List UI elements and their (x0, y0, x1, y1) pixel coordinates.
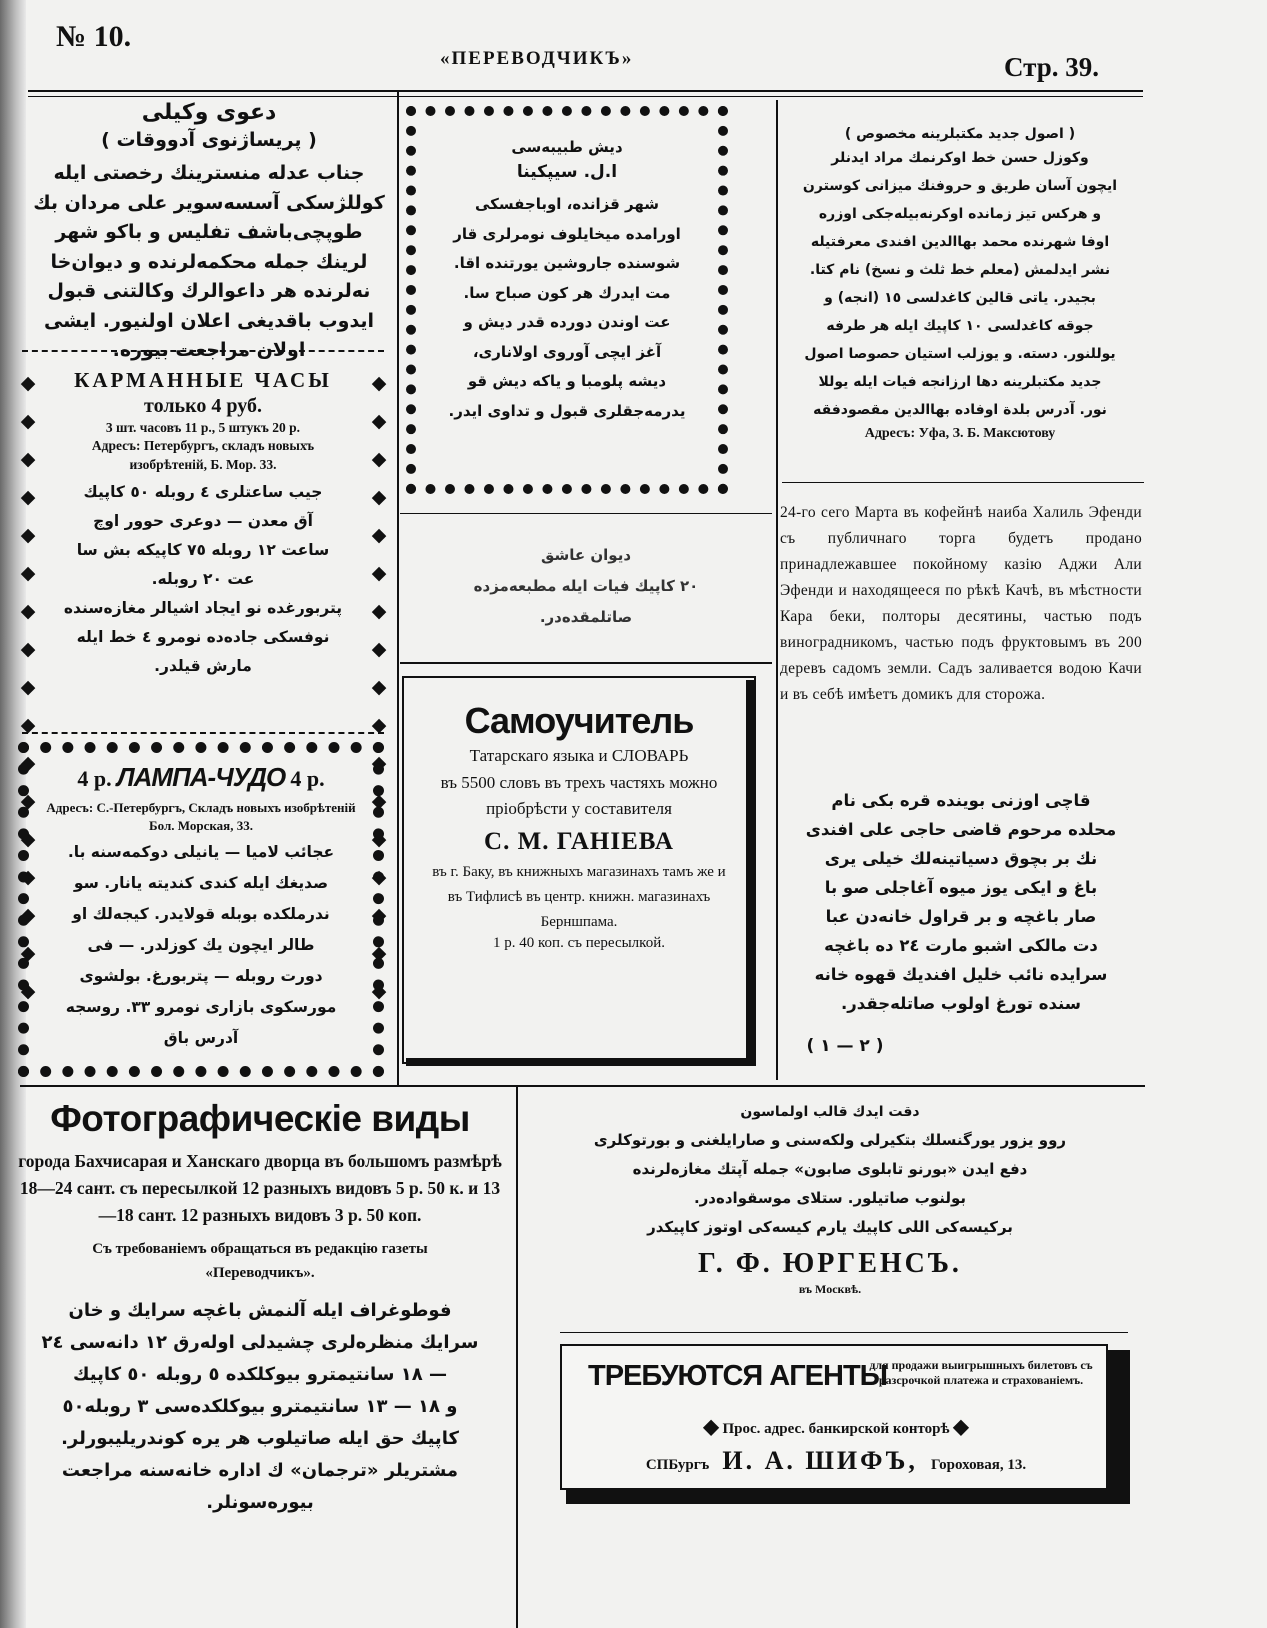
agents-ad (560, 1344, 1108, 1490)
auction-line: دت مالكى اشبو مارت ٢٤ ده باغچه (824, 936, 1098, 955)
usul-address: Адресъ: Уфа, З. Б. Максютову (864, 426, 1056, 441)
watches-line: پتربورغده نو ايجاد اشيالر مغازه‌سنده (63, 599, 343, 617)
auction-line: سنده تورغ اولوب صاتله‌جقدر. (841, 994, 1081, 1013)
photo-note: Съ требованіемъ обращаться въ редакцію газеты «Переводчикъ». (92, 1241, 428, 1281)
samouchitel-line4: 1 р. 40 коп. съ пересылкой. (493, 935, 665, 951)
column-rule-1 (397, 92, 399, 1087)
samouchitel-line1: Татарскаго языка и СЛОВАРЬ (469, 746, 689, 765)
section-rule (20, 1085, 1145, 1087)
watches-line: مارش قيلدر. (154, 657, 252, 675)
usul-line: نشر ايدلمش (معلم خط ثلث و نسخ) نام كتا. (809, 262, 1111, 278)
lawyer-ad (26, 100, 392, 366)
photo-line: بيوره‌سونلر. (206, 1492, 314, 1513)
dentist-line: مت ايدرك هر كون صباح سا. (463, 283, 671, 302)
agents-street: Гороховая, 13. (930, 1457, 1027, 1473)
dentist-name: ا.ل. سيپكينا (516, 162, 618, 182)
agents-name: И. А. ШИФЪ, (722, 1446, 918, 1475)
jurgens-line: بركيسه‌كى اللى كاپيك يارم كيسه‌كى اوتوز كاپيكدر (647, 1218, 1013, 1236)
watches-bulk: 3 шт. часовъ 11 р., 5 штукъ 20 р. (105, 420, 301, 435)
agents-contact (562, 1446, 1110, 1476)
lawyer-line: جناب عدله منسترينك رخصتى ايله (53, 162, 365, 184)
lamp-title: ЛАМПА-ЧУДО (116, 762, 286, 792)
lamp-line: آدرس باق (163, 1029, 239, 1047)
photo-title: Фотографическіе виды (50, 1098, 470, 1139)
lawyer-line: ايدوب باقديغى اعلان اولنيور. ايشى (43, 309, 375, 332)
usul-line: اوفا شهرنده محمد بهاالدين افندى معرفتيله (810, 234, 1110, 250)
jurgens-line: دفع ايدن «بورنو تابلوى صابون» جمله آپتك مغازه‌لرنده (632, 1160, 1028, 1178)
usul-line: جديد مكتبلرينه دها ارزانجه فيات ايله يوللا (818, 374, 1102, 390)
small-ad-line: ديوان عاشق (540, 546, 632, 564)
samouchitel-line3: въ г. Баку, въ книжныхъ магазинахъ тамъ же и въ Тифлисѣ въ центр. книжн. магазинахъ Берншпама. (432, 864, 726, 930)
lamp-line: مورسكوى بازارى نومرو ٣٣. روسجه (65, 998, 337, 1016)
agents-line (562, 1414, 1110, 1439)
jurgens-body (530, 1126, 1130, 1242)
header-rule (28, 90, 1143, 92)
lamp-headline (40, 762, 362, 793)
dentist-rule (400, 513, 772, 514)
agents-shadow (566, 1490, 1130, 1504)
samouchitel-line2: въ 5500 словъ въ трехъ частяхъ можно пріобрѣсти у составителя (440, 773, 718, 818)
lamp-body (40, 837, 362, 1054)
watches-body (22, 474, 384, 681)
lawyer-body (26, 159, 392, 366)
usul-line: نور. آدرس بلدة اوفاده بهاالدين مقصودفقه (813, 402, 1107, 418)
photo-line: و ١٨ — ١٣ سانتيمترو بيوكلكده‌سى ٣ روبله‌٥٠ (62, 1396, 458, 1417)
agents-line-text: Прос. адрес. банкирской конторѣ (722, 1421, 950, 1437)
dentist-line: شهر قزانده، اوباجفسكى (474, 195, 660, 213)
lawyer-title: دعوى وكيلى (141, 100, 277, 125)
dentist-line: يدرمه‌جقلرى قبول و تداوى ايدر. (448, 401, 686, 420)
diamond-icon: ◆ (953, 1416, 969, 1438)
jurgens-top-line: دقت ايدك قالب اولماسون (740, 1104, 920, 1120)
jurgens-line: بولنوب صاتيلور. ستلاى موسقواده‌در. (693, 1189, 967, 1207)
column-rule-2 (776, 100, 778, 1080)
dentist-body (428, 190, 706, 426)
auction-line: نك بر بچوق دسياتينه‌لك خيلى يرى (824, 849, 1098, 868)
usul-line: جوقه كاغدلسى ١٠ كاپيك ايله هر طرفه (826, 318, 1094, 334)
usul-line: و هركس تيز زمانده اوكرنه‌بيله‌جكى اوزره (818, 206, 1102, 222)
watches-line: آق معدن — دوعرى حوور اوچ (93, 512, 313, 530)
photo-line: — ١٨ سانتيمترو بيوكلكده ٥ روبله ٥٠ كاپيك (73, 1364, 447, 1385)
diamond-border-icon: ◆◆◆◆◆◆◆◆◆◆◆◆◆◆◆◆◆ (17, 372, 39, 1018)
photo-line: كاپيك حق ايله صاتيلوب هر يره كوندريليبورلر. (61, 1428, 459, 1449)
photo-ad (12, 1098, 508, 1519)
dentist-line: اورامده ميخايلوف نومرلرى قار (453, 224, 681, 243)
usul-line: يوللنور. دسته. و يوزلب استيان حصوصا اصول (804, 346, 1116, 362)
usul-line: ايچون آسان طريق و حروفنك ميزانى كوسترن (802, 178, 1118, 194)
small-ad-line: صاتلمقده‌در. (539, 608, 633, 626)
lawyer-line: نه‌لرنده هر داعوالرك وكالتنى قبول (47, 280, 371, 302)
lamp-line: صديغك ايله كندى كنديته يانار. سو (73, 874, 329, 892)
header-rule-thin (28, 96, 1143, 97)
auction-number: ( ٢ — ١ ) (806, 1036, 884, 1056)
watches-line: جيب ساعتلرى ٤ روبله ٥٠ كاپيك (83, 483, 323, 501)
auction-line: محلده مرحوم قاضى حاجى على افندى (805, 820, 1117, 839)
dentist-line: عت اوندن دورده قدر ديش و (463, 313, 671, 331)
lamp-address: Адресъ: С.-Петербургъ, Складъ новыхъ изобрѣтеній Бол. Морская, 33. (46, 800, 356, 833)
small-ad (410, 540, 762, 633)
dentist-ad (428, 138, 706, 426)
auction-text: 24-го сего Марта въ кофейнѣ наиба Халиль Эфенди съ публичнаго торга будетъ продано принадлежавшее покойному казію Аджи Али Эфенди и находящееся по рѣкѣ Качѣ, въ мѣстности Кара беки, полторы десятины, частью подъ виноградникомъ, частью подъ фруктовымъ въ 200 деревъ садомъ земли. Садъ заливается водою Качи и въ себѣ имѣетъ домикъ для сторожа. (780, 504, 1142, 703)
small-ad-rule (400, 662, 772, 664)
watches-price: только 4 руб. (144, 395, 262, 417)
usul-title: ( اصول جديد مكتبلرينه مخصوص ) (844, 126, 1076, 142)
dentist-title: ديش طبيبه‌سى (511, 138, 623, 156)
jurgens-rule (560, 1332, 1128, 1333)
lamp-ad (40, 762, 362, 1054)
usul-rule (782, 482, 1144, 483)
diamond-border-icon: ◆◆◆◆◆◆◆◆◆◆◆◆◆◆◆◆◆ (368, 372, 390, 1018)
lawyer-line: لرينك جمله محكمه‌لرنده و ديوان‌خا (50, 250, 368, 273)
issue-number: № 10. (56, 20, 132, 53)
diamond-icon: ◆ (703, 1416, 719, 1438)
watches-line: عت ٢٠ روبله. (151, 570, 255, 588)
jurgens-ad (530, 1104, 1130, 1297)
watches-line: نوفسكى جاده‌ده نومرو ٤ خط ايله (76, 628, 330, 646)
usul-line: بجيدر. ياتى قالين كاغدلسى ١٥ (انجه) و (824, 290, 1096, 306)
photo-text: города Бахчисарая и Ханскаго дворца въ большомъ размѣрѣ 18—24 сант. съ пересылкой 12 разныхъ видовъ 5 р. 50 к. и 13—18 сант. 12 разныхъ видовъ 3 р. 50 коп. (18, 1151, 502, 1225)
lawyer-subtitle: ( پريساژنوى آدووقات ) (101, 129, 317, 151)
photo-line: مشتريلر «ترجمان» ك اداره خانه‌سنه مراجعت (61, 1460, 459, 1481)
lamp-line: ندرملكده بوبله قولايدر. كيجه‌لك او (72, 905, 330, 923)
lawyer-line: كوللژسكى آسسه‌سوير على مردان بك (33, 191, 385, 214)
photo-line: سرايك منظره‌لرى چشيدلى اوله‌رق ١٢ دانه‌سى ٢٤ (41, 1332, 479, 1353)
lamp-line: طالر ايچون يك كوزلدر. — فى (87, 936, 315, 954)
auction-line: صار باغچه و بر قراول خانه‌دن عبا (825, 907, 1097, 926)
agents-title: ТРЕБУЮТСЯ АГЕНТЫ (588, 1360, 888, 1392)
lamp-line: دورت روبله — پتربورغ. بولشوى (79, 967, 323, 985)
dentist-line: شوسنده جاروشين يورتنده اقا. (453, 254, 681, 272)
samouchitel-author: С. М. ГАНІЕВА (484, 828, 674, 855)
auction-line: باغ و ايكى يوز ميوه آغاجلى صو با (824, 878, 1098, 897)
dentist-line: آغز ايچى آوروى اولانارى، (472, 342, 662, 361)
auction-body (780, 786, 1142, 1018)
lawyer-line: طوپچى‌باشف تفليس و باكو شهر (55, 221, 363, 243)
lamp-price-right: 4 р. (290, 766, 325, 791)
watches-address: Адресъ: Петербургъ, складъ новыхъ изобрѣтеній, Б. Мор. 33. (91, 438, 315, 472)
agents-shadow (1108, 1350, 1130, 1500)
usul-ad (784, 126, 1136, 442)
jurgens-city: въ Москвѣ. (798, 1282, 862, 1296)
newspaper-title: «ПЕРЕВОДЧИКЪ» (440, 48, 634, 69)
small-ad-line: ٢٠ كاپيك فيات ايله مطبعه‌مزده (473, 577, 699, 595)
agents-city: СПБургъ (645, 1457, 710, 1473)
auction-line: قاچى اوزنى بوينده قره بكى نام (831, 791, 1091, 810)
jurgens-name: Г. Ф. ЮРГЕНСЪ. (698, 1248, 962, 1279)
lamp-line: عجائب لاميا — يانيلى دوكمه‌سنه با. (67, 843, 335, 861)
dentist-line: ديشه پلومبا و ياكه ديش قو (467, 372, 667, 390)
page-number: Стр. 39. (1004, 52, 1100, 82)
jurgens-line: روو يزور يورگنسلك بتكيرلى ولكه‌سنى و صارايلغنى و بورتوكلرى (593, 1131, 1067, 1149)
usul-line: وكوزل حسن خط اوكرنمك مراد ايدنلر (831, 150, 1089, 166)
column-rule-3 (516, 1087, 518, 1628)
samouchitel-shadow (406, 1058, 756, 1066)
lamp-price-left: 4 р. (77, 766, 112, 791)
samouchitel-title: Самоучитель (464, 700, 694, 741)
lawyer-line: اولان مراجعت بيوره. (112, 339, 306, 361)
usul-body (784, 144, 1136, 424)
photo-body (12, 1295, 508, 1519)
agents-side: для продажи выигрышныхъ билетовъ съ разсрочкой платежа и страхованіемъ. (869, 1358, 1093, 1387)
watches-title: КАРМАННЫЕ ЧАСЫ (74, 368, 332, 392)
samouchitel-shadow (746, 680, 756, 1066)
photo-line: فوطوغراف ايله آلنمش باغچه سرايك و خان (68, 1300, 452, 1321)
watches-line: ساعت ١٢ روبله ٧٥ كاپيكه بش سا (76, 541, 330, 559)
auction-line: سرايده نائب خليل افنديك قهوه خانه (814, 965, 1108, 984)
samouchitel-ad (402, 676, 756, 1064)
